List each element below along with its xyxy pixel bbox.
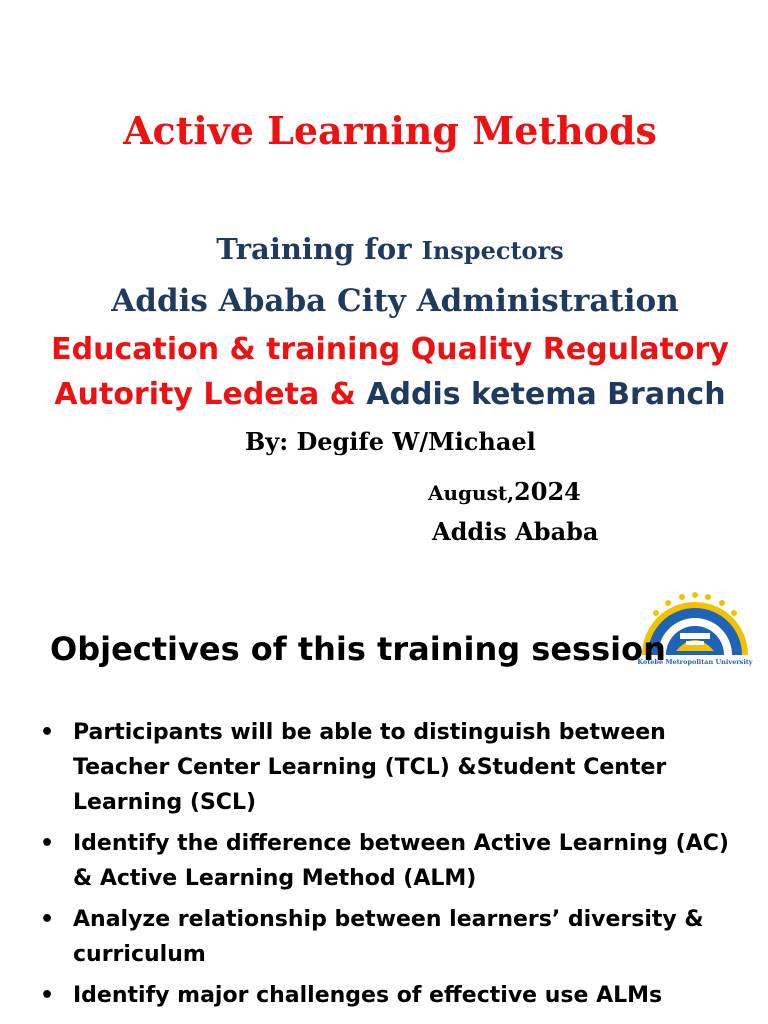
branch-name: Addis ketema Branch [366, 377, 726, 412]
city-administration: Addis Ababa City Administration [111, 283, 679, 319]
authority-line-1: Education & training Quality Regulatory [51, 332, 729, 367]
logo-caption: Kotebe Metropolitan University [637, 658, 753, 666]
bullet-icon: • [40, 907, 55, 932]
page-title: Active Learning Methods [123, 108, 657, 153]
objectives-heading: Objectives of this training session [50, 630, 666, 668]
list-item: • Identify the difference between Active Learning (AC) & Active Learning Method (ALM) [40, 826, 730, 896]
authority-line-2 [0, 377, 768, 412]
training-subtitle [0, 232, 768, 266]
objectives-list [40, 715, 730, 1019]
place: Addis Ababa [432, 517, 599, 546]
training-prefix: Training for [216, 232, 422, 266]
date [428, 477, 581, 506]
bullet-icon: • [40, 983, 55, 1008]
date-year: 2024 [514, 477, 581, 506]
training-audience: Inspectors [421, 236, 564, 265]
list-item: • Analyze relationship between learners’ diversity & curriculum [40, 902, 730, 972]
bullet-icon: • [40, 831, 55, 856]
author-byline: By: Degife W/Michael [245, 427, 536, 456]
list-item: • Identify major challenges of effective use ALMs [40, 978, 730, 1013]
bullet-icon: • [40, 720, 55, 745]
date-month: August, [428, 481, 515, 505]
list-item: • Participants will be able to distinguish between Teacher Center Learning (TCL) &Student Center Learning (SCL) [40, 715, 730, 820]
authority-line-2-red: Autority Ledeta & [54, 377, 367, 412]
